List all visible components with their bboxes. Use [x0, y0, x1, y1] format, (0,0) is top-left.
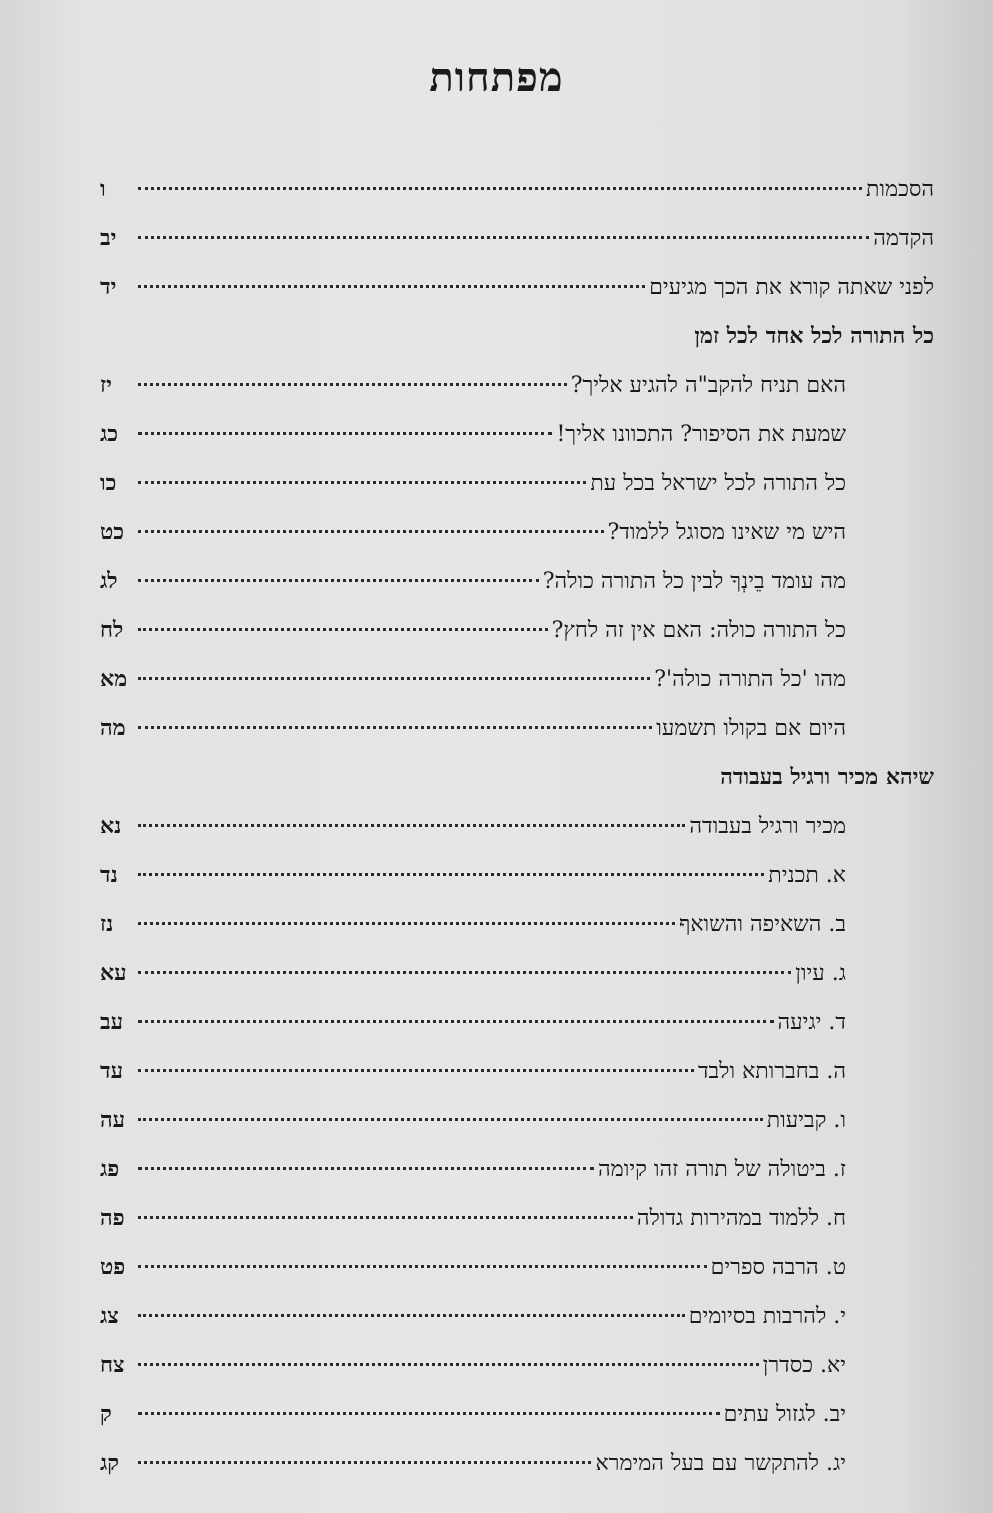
toc-entry-label: היום אם בקולו תשמעו: [656, 716, 846, 741]
toc-entry: [100, 1390, 934, 1439]
toc-entry: [100, 459, 934, 508]
toc-entry-label: ו. קביעות: [766, 1108, 846, 1133]
toc-entry-label: יב. לגזול עתים: [723, 1402, 846, 1427]
toc-entry-label: מהו 'כל התורה כולה'?: [654, 667, 846, 692]
toc-entry-page: כט: [100, 519, 125, 545]
toc-entry-label: ח. ללמוד במהירות גדולה: [636, 1206, 846, 1231]
dot-leader: [138, 1215, 633, 1219]
dot-leader: [138, 1411, 720, 1415]
toc-entry-label: מכיר ורגיל בעבודה: [689, 814, 846, 839]
toc-entry-introduction: [100, 214, 934, 263]
dot-leader: [138, 235, 869, 239]
toc-entry: [100, 410, 934, 459]
dot-leader: [138, 970, 791, 974]
toc-entry: [100, 704, 934, 753]
toc-entry-page: עב: [100, 1009, 124, 1035]
dot-leader: [138, 578, 539, 582]
toc-entry: [100, 655, 934, 704]
toc-entry-page: נד: [100, 862, 118, 888]
toc-entry-approbations: [100, 165, 934, 214]
toc-entry-page: לג: [100, 568, 118, 594]
toc-entry-page: יז: [100, 372, 112, 398]
toc-entry-page: פה: [100, 1205, 125, 1231]
toc-entry-label: ד. יגיעה: [777, 1010, 846, 1035]
dot-leader: [138, 431, 552, 435]
toc-entry-label: כל התורה לכל ישראל בכל עת: [590, 471, 846, 496]
toc-entry: [100, 508, 934, 557]
toc-entry-label: ט. הרבה ספרים: [710, 1255, 846, 1280]
toc-entry: [100, 900, 934, 949]
toc-entry-label: כל התורה כולה: האם אין זה לחץ?: [551, 618, 846, 643]
toc-entry: [100, 1243, 934, 1292]
toc-entry-page: עא: [100, 960, 127, 986]
dot-leader: [138, 725, 652, 729]
toc-entry-page: נא: [100, 813, 122, 839]
toc-entry-page: מא: [100, 666, 128, 692]
dot-leader: [138, 921, 675, 925]
dot-leader: [138, 872, 764, 876]
toc-entry: [100, 1047, 934, 1096]
toc-entry-label: היש מי שאינו מסוגל ללמוד?: [607, 520, 846, 545]
toc-entry: [100, 1096, 934, 1145]
page-title: מפתחות: [429, 54, 564, 101]
toc-entry-label: ה. בחברותא ולבד: [697, 1059, 846, 1084]
toc-entry-label: ז. ביטולה של תורה זהו קיומה: [598, 1157, 846, 1182]
toc-entry-page: ק: [100, 1401, 112, 1427]
toc-entry-page: יד: [100, 274, 117, 300]
toc-entry-page: קג: [100, 1450, 120, 1476]
dot-leader: [138, 382, 567, 386]
toc-entry-page: עד: [100, 1058, 124, 1084]
dot-leader: [138, 823, 685, 827]
dot-leader: [138, 1313, 685, 1317]
toc-entry-page: ו: [100, 176, 106, 202]
toc-entry-label: לפני שאתה קורא את הכך מגיעים: [649, 275, 934, 300]
section-heading-2: שיהא מכיר ורגיל בעבודה: [720, 764, 934, 790]
toc-entry-page: עה: [100, 1107, 126, 1133]
toc-entry-label: ב. השאיפה והשואף: [678, 912, 846, 937]
toc-entry-page: יב: [100, 225, 117, 251]
toc-entry: [100, 949, 934, 998]
dot-leader: [138, 1362, 759, 1366]
toc-entry: [100, 1439, 934, 1488]
toc-entry: [100, 851, 934, 900]
toc-entry: [100, 1341, 934, 1390]
dot-leader: [138, 1117, 763, 1121]
toc-entry: [100, 606, 934, 655]
toc-entry-page: צג: [100, 1303, 119, 1329]
toc-entry-page: כו: [100, 470, 117, 496]
dot-leader: [138, 284, 645, 288]
toc-entry-page: מה: [100, 715, 126, 741]
dot-leader: [138, 186, 862, 190]
toc-entry-label: מה עומד בֵינְךָ לבין כל התורה כולה?: [542, 569, 846, 594]
dot-leader: [138, 676, 650, 680]
dot-leader: [138, 627, 548, 631]
toc-entry-page: כג: [100, 421, 119, 447]
toc-entry: [100, 998, 934, 1047]
toc-entry-page: פג: [100, 1156, 120, 1182]
toc-entry-label: הסכמות: [865, 177, 934, 202]
section-heading-1: כל התורה לכל אחד לכל זמן: [694, 323, 934, 349]
toc-entry-page: פט: [100, 1254, 126, 1280]
toc-entry-label: ג. עיון: [795, 961, 846, 986]
toc-entry-page: לח: [100, 617, 124, 643]
toc-entry-label: שמעת את הסיפור? התכוונו אליך!: [556, 422, 846, 447]
toc-entry: [100, 557, 934, 606]
toc-entry-page: נז: [100, 911, 114, 937]
toc-entry-label: יג. להתקשר עם בעל המימרא: [595, 1451, 846, 1476]
toc-entry-label: א. תכנית: [768, 863, 846, 888]
dot-leader: [138, 1460, 591, 1464]
dot-leader: [138, 1166, 594, 1170]
toc-entry: [100, 802, 934, 851]
toc-entry: [100, 1292, 934, 1341]
toc-entry: [100, 1194, 934, 1243]
toc-entry-label: יא. כסדרן: [762, 1353, 846, 1378]
dot-leader: [138, 1068, 694, 1072]
dot-leader: [138, 529, 604, 533]
toc-entry: [100, 1145, 934, 1194]
table-of-contents: [100, 165, 934, 1488]
dot-leader: [138, 1019, 774, 1023]
dot-leader: [138, 1264, 707, 1268]
toc-entry-label: הקדמה: [873, 226, 934, 251]
toc-entry: [100, 361, 934, 410]
toc-entry-before-reading: [100, 263, 934, 312]
dot-leader: [138, 480, 586, 484]
toc-entry-label: י. להרבות בסיומים: [688, 1304, 846, 1329]
toc-entry-label: האם תניח להקב"ה להגיע אליך?: [570, 373, 846, 398]
toc-entry-page: צח: [100, 1352, 125, 1378]
